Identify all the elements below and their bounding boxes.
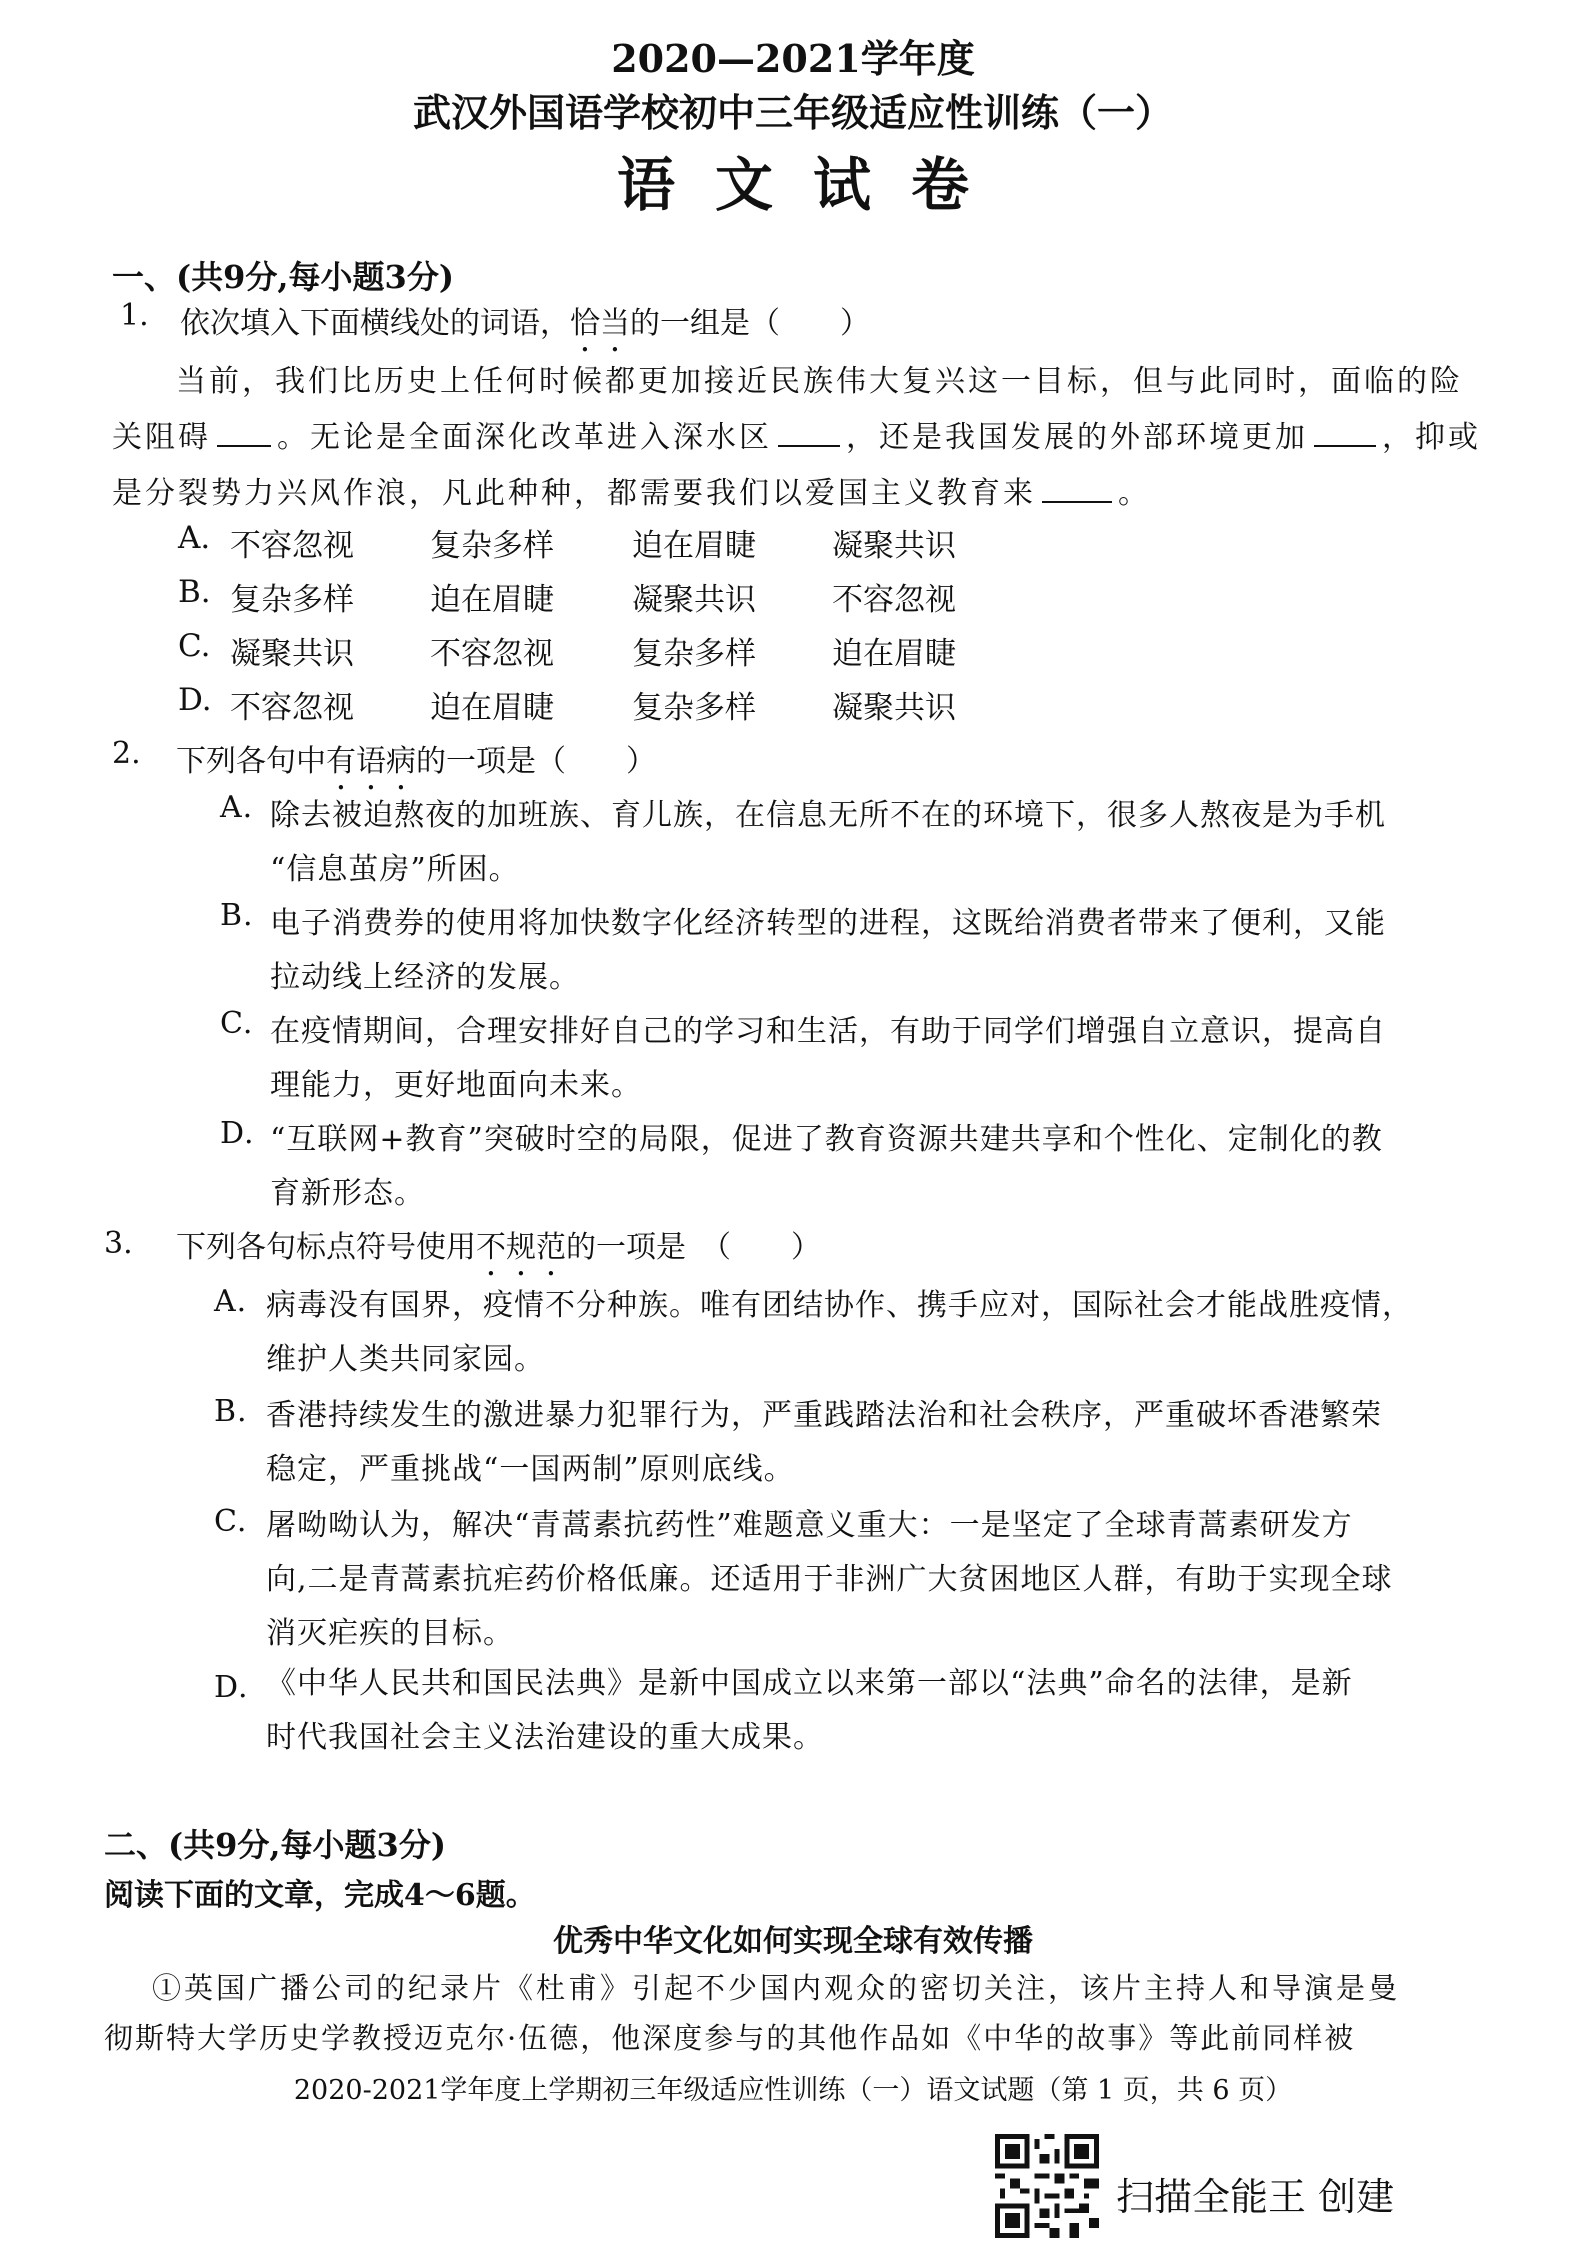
exam-title: 武汉外国语学校初中三年级适应性训练（一） <box>412 90 1173 135</box>
q1-option-b: B. 复杂多样 迫在眉睫 凝聚共识 不容忽视 <box>178 574 956 618</box>
q2-b-line2: 拉动线上经济的发展。 <box>270 960 580 995</box>
q3-b-line2: 稳定，严重挑战“一国两制”原则底线。 <box>266 1452 795 1487</box>
q2-a-line2: “信息茧房”所困。 <box>270 852 520 887</box>
q1-number: 1. <box>120 298 149 333</box>
q3-c-line3: 消灭疟疾的目标。 <box>266 1616 514 1651</box>
q1-passage-line1: 当前，我们比历史上任何时候都更加接近民族伟大复兴这一目标，但与此同时，面临的险 <box>176 364 1463 399</box>
q2-d-line2: 育新形态。 <box>270 1176 425 1211</box>
q1-option-d: D. 不容忽视 迫在眉睫 复杂多样 凝聚共识 <box>178 682 956 726</box>
q3-b-line1: 香港持续发生的激进暴力犯罪行为，严重践踏法治和社会秩序，严重破坏香港繁荣 <box>266 1398 1382 1433</box>
page-footer: 2020-2021学年度上学期初三年级适应性训练（一）语文试题（第 1 页，共 6 页） <box>293 2075 1293 2106</box>
q2-d-label: D. <box>220 1116 255 1151</box>
q2-stem: 下列各句中有语病的一项是（ ） <box>176 744 656 779</box>
q2-c-label: C. <box>220 1006 254 1041</box>
q3-a-label: A. <box>214 1284 248 1319</box>
scanner-watermark: 扫描全能王 创建 <box>1116 2175 1395 2219</box>
q3-d-label: D. <box>214 1670 249 1705</box>
q3-stem: 下列各句标点符号使用不规范的一项是 （ ） <box>176 1230 821 1265</box>
q3-b-label: B. <box>214 1394 248 1429</box>
q2-b-line1: 电子消费券的使用将加快数字化经济转型的进程，这既给消费者带来了便利，又能 <box>270 906 1386 941</box>
q2-c-line2: 理能力，更好地面向未来。 <box>270 1068 642 1103</box>
q3-c-line2: 向,二是青蒿素抗疟药价格低廉。还适用于非洲广大贫困地区人群，有助于实现全球 <box>266 1562 1393 1597</box>
q3-c-line1: 屠呦呦认为，解决“青蒿素抗药性”难题意义重大：一是坚定了全球青蒿素研发方 <box>266 1508 1353 1543</box>
q1-stem: 依次填入下面横线处的词语，恰当的一组是（ ） <box>180 306 870 341</box>
q1-option-c: C. 凝聚共识 不容忽视 复杂多样 迫在眉睫 <box>178 628 956 672</box>
article-para1-line1: ①英国广播公司的纪录片《杜甫》引起不少国内观众的密切关注，该片主持人和导演是曼 <box>152 1971 1401 2005</box>
exam-year: 2020—2021学年度 <box>611 36 975 81</box>
q2-c-line1: 在疫情期间，合理安排好自己的学习和生活，有助于同学们增强自立意识，提高自 <box>270 1014 1386 1049</box>
q3-c-label: C. <box>214 1504 248 1539</box>
q2-a-label: A. <box>220 790 254 825</box>
article-para1-line2: 彻斯特大学历史学教授迈克尔·伍德，他深度参与的其他作品如《中华的故事》等此前同样被 <box>104 2021 1356 2055</box>
qr-code-icon <box>995 2134 1099 2238</box>
q2-b-label: B. <box>220 898 254 933</box>
q1-option-a: A. 不容忽视 复杂多样 迫在眉睫 凝聚共识 <box>178 520 956 564</box>
q3-a-line2: 维护人类共同家园。 <box>266 1342 545 1377</box>
blank-3 <box>1314 417 1376 447</box>
q3-number: 3. <box>104 1226 133 1261</box>
q2-number: 2. <box>112 736 141 771</box>
q2-a-line1: 除去被迫熬夜的加班族、育儿族，在信息无所不在的环境下，很多人熬夜是为手机 <box>270 798 1386 833</box>
q1-passage-line3: 是分裂势力兴风作浪，凡此种种，都需要我们以爱国主义教育来 。 <box>112 468 1151 512</box>
q1-passage-line2: 关阻碍 。无论是全面深化改革进入深水区 ，还是我国发展的外部环境更加 ，抑或 <box>112 412 1481 456</box>
article-title: 优秀中华文化如何实现全球有效传播 <box>553 1924 1033 1959</box>
blank-4 <box>1042 473 1112 503</box>
q3-d-line1: 《中华人民共和国民法典》是新中国成立以来第一部以“法典”命名的法律，是新 <box>266 1666 1353 1701</box>
blank-2 <box>778 417 840 447</box>
q3-d-line2: 时代我国社会主义法治建设的重大成果。 <box>266 1720 824 1755</box>
blank-1 <box>217 417 271 447</box>
section1-heading: 一、(共9分,每小题3分) <box>112 258 454 296</box>
q3-a-line1: 病毒没有国界，疫情不分种族。唯有团结协作、携手应对，国际社会才能战胜疫情， <box>266 1288 1413 1323</box>
exam-subject: 语文试卷 <box>616 151 1009 219</box>
q2-d-line1: “互联网+教育”突破时空的局限，促进了教育资源共建共享和个性化、定制化的教 <box>270 1122 1383 1157</box>
section2-heading: 二、(共9分,每小题3分) <box>104 1826 446 1864</box>
section2-instruction: 阅读下面的文章，完成4～6题。 <box>104 1878 536 1913</box>
